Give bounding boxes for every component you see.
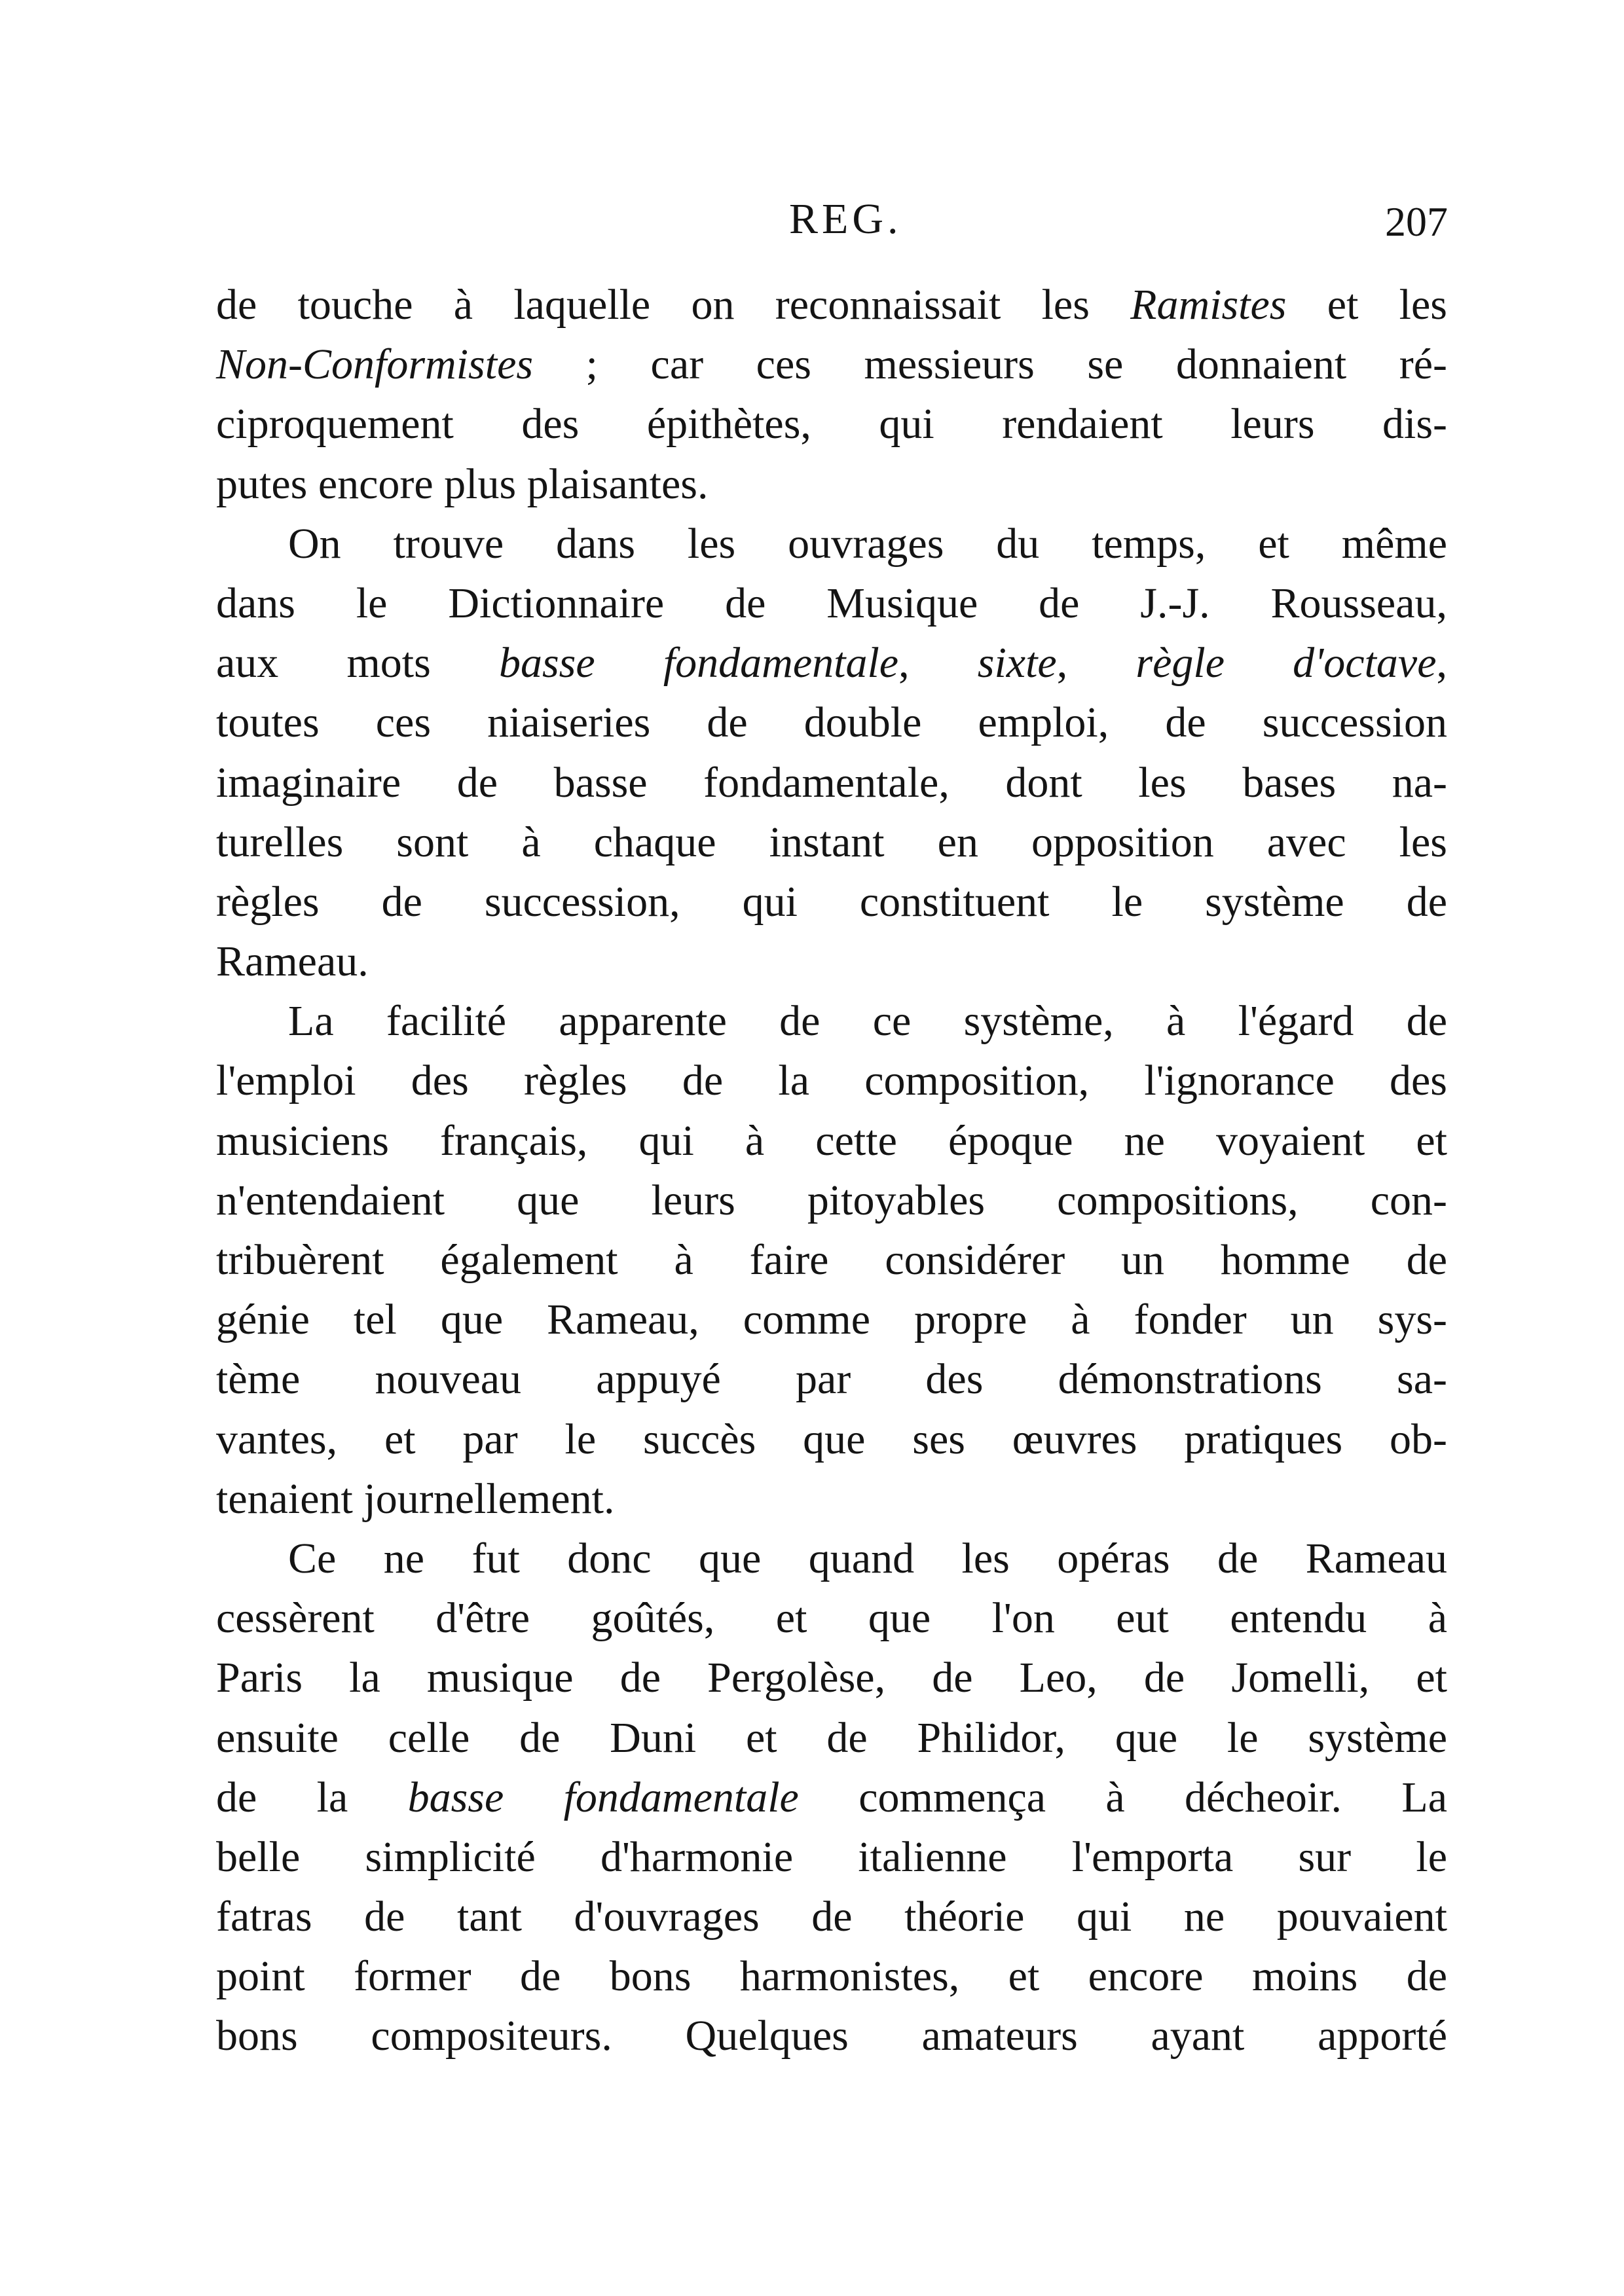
text-line [216, 1349, 1447, 1409]
text-run: et les [1286, 281, 1447, 329]
text-run: génie tel que Rameau, comme propre à fonder un sys- [216, 1296, 1447, 1344]
text-run: , [898, 639, 978, 687]
running-head-title: REG. [789, 195, 902, 243]
text-run: aux mots [216, 639, 499, 687]
italic-term: règle d'octave [1135, 639, 1437, 687]
text-run: imaginaire de basse fondamentale, dont les bases na- [216, 758, 1447, 807]
text-line [216, 1768, 1447, 1827]
text-run: belle simplicité d'harmonie italienne l'emporta sur le [216, 1832, 1447, 1881]
text-run: ; car ces messieurs se donnaient ré- [533, 340, 1447, 389]
text-line [216, 872, 1447, 932]
text-line [216, 1171, 1447, 1230]
paragraph [216, 1529, 1447, 2066]
text-line [216, 454, 1447, 514]
text-run: musiciens français, qui à cette époque ne voyaient et [216, 1116, 1447, 1165]
text-run: toutes ces niaiseries de double emploi, de succession [216, 699, 1447, 747]
text-line [216, 1708, 1447, 1768]
text-run: On trouve dans les ouvrages du temps, et même [288, 519, 1447, 568]
text-line [216, 335, 1447, 394]
text-run: commença à décheoir. La [798, 1773, 1447, 1821]
text-run: tribuèrent également à faire considérer un homme de [216, 1236, 1447, 1284]
paragraph [216, 991, 1447, 1529]
text-line [216, 1469, 1447, 1529]
text-line [216, 1410, 1447, 1469]
text-run: tème nouveau appuyé par des démonstrations sa- [216, 1355, 1447, 1404]
text-run: point former de bons harmonistes, et encore moins de [216, 1952, 1447, 2001]
text-run: ensuite celle de Duni et de Philidor, que le système [216, 1713, 1447, 1762]
text-line [216, 1111, 1447, 1171]
page-number: 207 [1385, 198, 1448, 245]
text-run: règles de succession, qui constituent le système de [216, 877, 1447, 926]
text-run: ciproquement des épithètes, qui rendaient leurs dis- [216, 400, 1447, 448]
text-run: , [1056, 639, 1136, 687]
text-line [216, 275, 1447, 335]
text-run: putes encore plus plaisantes. [216, 460, 709, 508]
text-line [216, 514, 1447, 574]
text-run: La facilité apparente de ce système, à l'égard de [288, 997, 1447, 1046]
italic-term: Non-Conformistes [216, 340, 534, 389]
text-run: turelles sont à chaque instant en opposition avec les [216, 818, 1447, 866]
text-line [216, 394, 1447, 454]
text-line [216, 1230, 1447, 1290]
text-line [216, 991, 1447, 1051]
text-run: dans le Dictionnaire de Musique de J.-J. Rousseau, [216, 579, 1447, 627]
text-line [216, 1887, 1447, 1946]
text-run: Paris la musique de Pergolèse, de Leo, de Jomelli, et [216, 1654, 1447, 1702]
text-line [216, 1529, 1447, 1588]
text-line [216, 574, 1447, 633]
italic-term: Ramistes [1130, 281, 1287, 329]
text-line [216, 633, 1447, 693]
text-line [216, 1946, 1447, 2006]
text-run: n'entendaient que leurs pitoyables compositions, con- [216, 1176, 1447, 1224]
text-run: de touche à laquelle on reconnaissait les [216, 281, 1131, 329]
paragraph [216, 514, 1447, 992]
paragraph [216, 275, 1447, 514]
text-line [216, 812, 1447, 872]
text-run: fatras de tant d'ouvrages de théorie qui ne pouvaient [216, 1893, 1447, 1941]
text-run: vantes, et par le succès que ses œuvres pratiques ob- [216, 1415, 1447, 1463]
body-text [216, 275, 1447, 2066]
text-line [216, 1290, 1447, 1349]
text-line [216, 932, 1447, 991]
italic-term: basse fondamentale [407, 1773, 799, 1821]
italic-term: basse fondamentale [499, 639, 899, 687]
text-line [216, 1051, 1447, 1110]
text-line [216, 1827, 1447, 1887]
text-run: tenaient journellement. [216, 1474, 615, 1523]
text-line [216, 1648, 1447, 1707]
text-run: Rameau. [216, 938, 369, 986]
italic-term: sixte [977, 639, 1057, 687]
text-line [216, 693, 1447, 752]
text-run: cessèrent d'être goûtés, et que l'on eut entendu à [216, 1594, 1447, 1643]
text-line [216, 753, 1447, 812]
text-run: l'emploi des règles de la composition, l'ignorance des [216, 1057, 1447, 1105]
text-line [216, 1588, 1447, 1648]
text-run: Ce ne fut donc que quand les opéras de Rameau [288, 1534, 1447, 1582]
text-run: de la [216, 1773, 408, 1821]
text-run: , [1436, 639, 1448, 687]
running-head [0, 190, 1624, 249]
text-line [216, 2006, 1447, 2066]
text-run: bons compositeurs. Quelques amateurs ayant apporté [216, 2012, 1447, 2060]
